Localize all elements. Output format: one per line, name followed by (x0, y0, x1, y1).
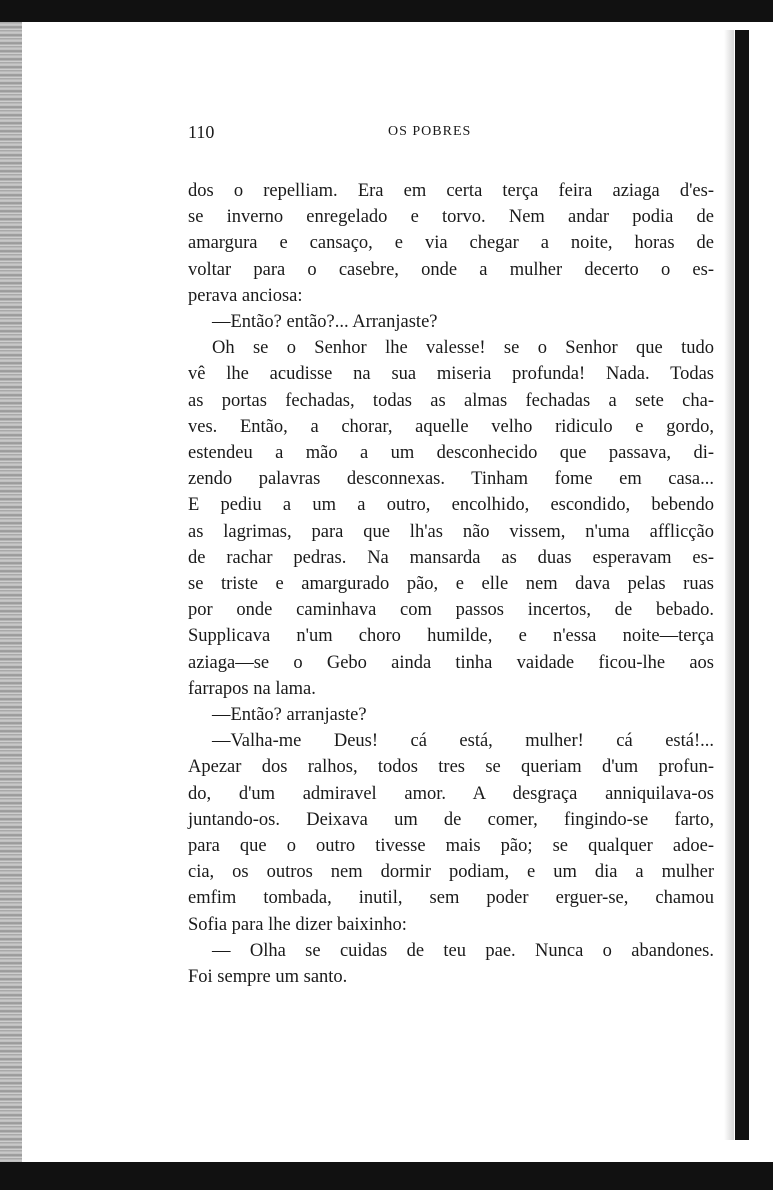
text-line: vê lhe acudisse na sua miseria profunda! Nada. Todas (188, 364, 714, 385)
text-line: — Olha se cuidas de teu pae. Nunca o abandones. (212, 940, 714, 961)
scan-top-border (0, 0, 773, 22)
text-line: farrapos na lama. (188, 678, 316, 699)
scan-left-edge (0, 22, 22, 1162)
text-line: —Então? então?... Arranjaste? (212, 312, 438, 333)
text-line: zendo palavras desconnexas. Tinham fome em casa... (188, 469, 714, 490)
text-line: aziaga—se o Gebo ainda tinha vaidade ficou-lhe aos (188, 652, 714, 673)
page-header (188, 122, 708, 148)
text-line: —Então? arranjaste? (212, 705, 367, 726)
text-line: Foi sempre um santo. (188, 967, 348, 988)
text-line: as portas fechadas, todas as almas fechadas a sete cha- (188, 390, 714, 411)
text-line: Supplicava n'um choro humilde, e n'essa noite—terça (188, 626, 714, 647)
running-title: OS POBRES (388, 124, 472, 139)
scan-bottom-border (0, 1162, 773, 1190)
text-line: as lagrimas, para que lh'as não vissem, n'uma afflicção (188, 521, 714, 542)
text-line: voltar para o casebre, onde a mulher decerto o es- (188, 259, 714, 280)
page-number: 110 (188, 122, 215, 142)
text-line: emfim tombada, inutil, sem poder erguer-se, chamou (188, 888, 714, 909)
text-line: para que o outro tivesse mais pão; se qualquer adoe- (188, 836, 714, 857)
page-text (188, 178, 714, 990)
text-line: cia, os outros nem dormir podiam, e um dia a mulher (188, 862, 714, 883)
text-line: juntando-os. Deixava um de comer, fingindo-se farto, (188, 809, 714, 830)
text-line: de rachar pedras. Na mansarda as duas esperavam es- (188, 547, 714, 568)
text-line: amargura e cansaço, e via chegar a noite, horas de (188, 233, 714, 254)
scan-right-edge (735, 30, 749, 1140)
text-line: se triste e amargurado pão, e elle nem dava pelas ruas (188, 574, 714, 595)
text-line: do, d'um admiravel amor. A desgraça anniquilava-os (188, 783, 714, 804)
text-line: Oh se o Senhor lhe valesse! se o Senhor que tudo (212, 338, 714, 359)
text-line: por onde caminhava com passos incertos, de bebado. (188, 600, 714, 621)
text-line: ves. Então, a chorar, aquelle velho ridiculo e gordo, (188, 416, 714, 437)
text-line: se inverno enregelado e torvo. Nem andar podia de (188, 207, 714, 228)
text-line: perava anciosa: (188, 285, 303, 306)
text-line: E pediu a um a outro, encolhido, escondido, bebendo (188, 495, 714, 516)
scan-right-shadow (724, 30, 734, 1140)
text-line: —Valha-me Deus! cá está, mulher! cá está!... (212, 731, 714, 752)
text-line: Sofia para lhe dizer baixinho: (188, 914, 407, 935)
text-line: estendeu a mão a um desconhecido que passava, di- (188, 443, 714, 464)
text-line: Apezar dos ralhos, todos tres se queriam d'um profun- (188, 757, 714, 778)
text-line: dos o repelliam. Era em certa terça feira aziaga d'es- (188, 181, 714, 201)
